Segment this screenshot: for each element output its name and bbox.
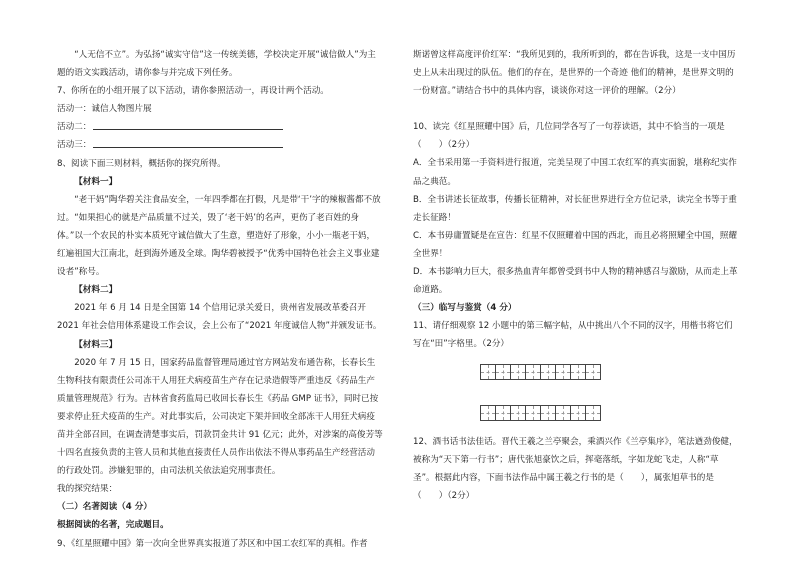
tian-cell[interactable] <box>480 405 496 421</box>
tian-cell[interactable] <box>510 364 526 380</box>
question-9: 9、《红星照耀中国》第一次向全世界真实报道了苏区和中国工农红军的真相。作者 <box>57 538 368 549</box>
section-3-heading: （三）临写与鉴赏（4 分） <box>413 303 517 314</box>
material-2-text: 2021 年 6 月 14 日是全国第 14 个信用记录关爱日，贵州省发展改革委召开 2021 年社会信用体系建设工作会议，会上公布了“2021 年度诚信人物”并颁发证书。 <box>57 303 382 332</box>
activity-1: 活动一：诚信人物图片展 <box>57 104 152 115</box>
intro-paragraph: “人无信不立”。为弘扬“诚实守信”这一传统美德，学校决定开展“诚信做人”为主题的语文实践活动，请你参与并完成下列任务。 <box>57 50 376 79</box>
material-3-title: 【材料三】 <box>74 339 118 350</box>
tian-cell[interactable] <box>555 364 571 380</box>
material-2-title: 【材料二】 <box>74 285 118 296</box>
tian-cell[interactable] <box>540 405 556 421</box>
activity-2: 活动二： <box>57 118 383 136</box>
tian-cell[interactable] <box>480 364 496 380</box>
question-12: 12、酒书话书法佳话。晋代王羲之兰亭聚会，乘酒兴作《兰亭集序》，笔法遒劲俊健，被称为“天下第一行书”；唐代张旭豪饮之后，挥毫落纸，字如龙蛇飞走，人称“草圣”。根据此内容，下面书法作品中属王羲之行书的是（ ），属张旭草书的是（ ）（2分） <box>413 436 738 501</box>
tian-grid-row-1 <box>480 364 739 382</box>
tian-cell[interactable] <box>525 364 541 380</box>
tian-cell[interactable] <box>570 364 586 380</box>
right-column <box>413 46 739 505</box>
activity-3-blank[interactable] <box>93 138 283 148</box>
tian-cell[interactable] <box>510 405 526 421</box>
section-2-instruction: 根据阅读的名著，完成题目。 <box>57 520 169 531</box>
option-d: D．本书影响力巨大，很多热血青年都曾受到书中人物的精神感召与激励，从而走上革命道路。 <box>413 267 738 296</box>
tian-cell[interactable] <box>555 405 571 421</box>
research-result-label: 我的探究结果： <box>57 484 118 495</box>
tian-grid-row-2 <box>480 405 739 423</box>
tian-cell[interactable] <box>495 405 511 421</box>
tian-cell[interactable] <box>570 405 586 421</box>
option-a: A．全书采用第一手资料进行报道，完美呈现了中国工农红军的真实面貌，堪称纪实作品之典范。 <box>413 158 737 187</box>
material-1-title: 【材料一】 <box>74 176 118 187</box>
activity-2-blank[interactable] <box>93 120 283 130</box>
question-7: 7、你所在的小组开展了以下活动，请你参照活动一，再设计两个活动。 <box>57 86 329 97</box>
option-b: B．全书讲述长征故事，传播长征精神，对长征世界进行全方位记录，读完全书等于重走长征路！ <box>413 194 737 223</box>
tian-cell[interactable] <box>585 364 601 380</box>
left-column <box>57 46 383 553</box>
material-3-text: 2020 年 7 月 15 日，国家药品监督管理局通过官方网站发布通告称，长春长生生物科技有限责任公司冻干人用狂犬病疫苗生产存在记录造假等严重违反《药品生产质量管理规范》行为。吉林省食药监局已收回长春长生《药品 GMP 证书》，同时已按要求停止狂犬疫苗的生产。对此事实后，公司决定下架并回收全部冻干人用狂犬病疫苗并全部召回，在调查清楚事实后，罚款罚金共计 91 亿元；此外，对涉案的高俊芳等十四名直接负责的主管人员和其他直接责任人员作出依法不得从事药品生产经营活动的行政处罚。涉嫌犯罪的，由司法机关依法追究刑事责任。 <box>57 357 383 477</box>
question-10: 10、读完《红星照耀中国》后，几位同学各写了一句荐读语，其中不恰当的一项是（ ）（2分） <box>413 122 725 151</box>
answer-space <box>413 100 739 118</box>
tian-grid <box>413 354 739 433</box>
section-2-heading: （二）名著阅读（4 分） <box>57 502 152 513</box>
question-8: 8、阅读下面三则材料，概括你的探究所得。 <box>57 158 226 169</box>
question-11: 11、请仔细观察 12 小题中的第三幅字帖，从中挑出八个不同的汉字，用楷书将它们写在“田”字格里。（2分） <box>413 321 733 350</box>
tian-cell[interactable] <box>525 405 541 421</box>
activity-3: 活动三： <box>57 136 383 154</box>
tian-cell[interactable] <box>540 364 556 380</box>
material-1-text: “老干妈”陶华碧关注食品安全，一年四季都在打假，凡是带‘干’字的辣椒酱都不放过。“如果担心的就是产品质量不过关，毁了‘老干妈’的名声，更伤了老百姓的身体。”以一个农民的朴实本质死守诚信做大了生意，塑造好了形象，小小一瓶老干妈，红遍祖国大江南北，赶到海外通及全球。陶华碧被授予“优秀中国特色社会主义事业建设者”称号。 <box>57 194 381 278</box>
tian-cell[interactable] <box>585 405 601 421</box>
option-c: C．本书毋庸置疑是在宣告：红星不仅照耀着中国的西北，而且必将照耀全中国，照耀全世界！ <box>413 230 737 259</box>
question-9-continued: 斯诺曾这样高度评价红军：“我所见到的，我所听到的，都在告诉我，这是一支中国历史上从未出现过的队伍。他们的存在，是世界的一个奇迹 他们的精神，是世界文明的一份财富。”请结合书中的具体内容，谈谈你对这一评价的理解。（2分） <box>413 50 736 97</box>
tian-cell[interactable] <box>495 364 511 380</box>
